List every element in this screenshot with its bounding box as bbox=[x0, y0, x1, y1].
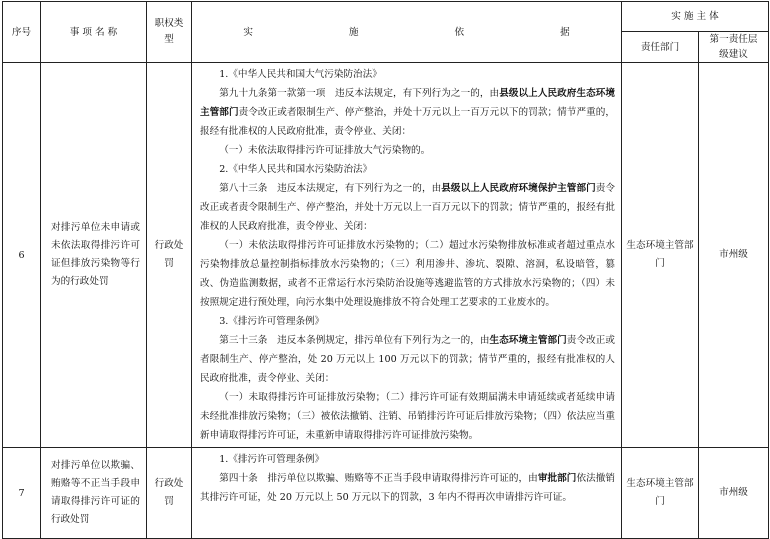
row-dept: 生态环境主管部门 bbox=[622, 448, 699, 539]
row-level: 市州级 bbox=[699, 448, 769, 539]
law-article: 第四十条 排污单位以欺骗、贿赂等不正当手段申请取得排污许可证的，由审批部门依法撤销其排污许可证，处 20 万元以上 50 万元以下的罚款，3 年内不得再次申请排污许可证。 bbox=[200, 473, 616, 503]
row-seq: 6 bbox=[3, 63, 41, 448]
law-items: （一）未依法取得排污许可证排放水污染物的；（二）超过水污染物排放标准或者超过重点水污染物排放总量控制指标排放水污染物的；（三）利用渗井、渗坑、裂隙、溶洞，私设暗管，篡改、伪造监测数据，或者不正常运行水污染防治设施等逃避监管的方式排放水污染物的；（四）未按照规定进行预处理，向污水集中处理设施排放不符合处理工艺要求的工业废水的。 bbox=[200, 240, 615, 308]
row-item-name: 对排污单位以欺骗、贿赂等不正当手段申请取得排污许可证的行政处罚 bbox=[41, 448, 147, 539]
header-dept: 责任部门 bbox=[622, 32, 699, 63]
row-authority-type: 行政处罚 bbox=[147, 448, 192, 539]
row-seq: 7 bbox=[3, 448, 41, 539]
header-level: 第一责任层级建议 bbox=[699, 32, 769, 63]
law-article: 第三十三条 违反本条例规定，排污单位有下列行为之一的，由生态环境主管部门责令改正或者限制生产、停产整治，处 20 万元以上 100 万元以下的罚款；情节严重的，报经有批准权的人民政府批准，责令停业、关闭： bbox=[200, 335, 616, 384]
row-level: 市州级 bbox=[699, 63, 769, 448]
enforcement-table bbox=[2, 1, 769, 539]
row-item-name: 对排污单位未申请或未依法取得排污许可证但排放污染物等行为的行政处罚 bbox=[41, 63, 147, 448]
header-seq: 序号 bbox=[3, 2, 41, 63]
table-row bbox=[3, 63, 769, 448]
row-basis bbox=[192, 63, 622, 448]
law-title: 1.《中华人民共和国大气污染防治法》 bbox=[219, 69, 382, 80]
law-items: （一）未取得排污许可证排放污染物；（二）排污许可证有效期届满未申请延续或者延续申请未经批准排放污染物；（三）被依法撤销、注销、吊销排污许可证后排放污染物；（四）依法应当重新申请取得排污许可证，未重新申请取得排污许可证排放污染物。 bbox=[200, 392, 615, 441]
law-article: 第八十三条 违反本法规定，有下列行为之一的，由县级以上人民政府环境保护主管部门责令改正或者责令限制生产、停产整治，并处十万元以上一百万元以下的罚款；情节严重的，报经有批准权的人民政府批准，责令停业、关闭： bbox=[200, 183, 616, 232]
law-title: 1.《排污许可管理条例》 bbox=[219, 454, 325, 465]
law-title: 2.《中华人民共和国水污染防治法》 bbox=[219, 164, 373, 175]
header-authority-type: 职权类型 bbox=[147, 2, 192, 63]
row-authority-type: 行政处罚 bbox=[147, 63, 192, 448]
header-item-name: 事 项 名 称 bbox=[41, 2, 147, 63]
law-item: （一）未依法取得排污许可证排放大气污染物的。 bbox=[219, 145, 431, 156]
law-title: 3.《排污许可管理条例》 bbox=[219, 316, 325, 327]
law-article: 第九十九条第一款第一项 违反本法规定，有下列行为之一的，由县级以上人民政府生态环境主管部门责令改正或者限制生产、停产整治，并处十万元以上一百万元以下的罚款；情节严重的，报经有批准权的人民政府批准，责令停业、关闭： bbox=[200, 88, 616, 137]
row-dept: 生态环境主管部门 bbox=[622, 63, 699, 448]
header-subject: 实 施 主 体 bbox=[622, 2, 769, 32]
header-row bbox=[3, 2, 769, 32]
table-row bbox=[3, 448, 769, 539]
row-basis bbox=[192, 448, 622, 539]
header-basis: 实 施 依 据 bbox=[192, 2, 622, 63]
